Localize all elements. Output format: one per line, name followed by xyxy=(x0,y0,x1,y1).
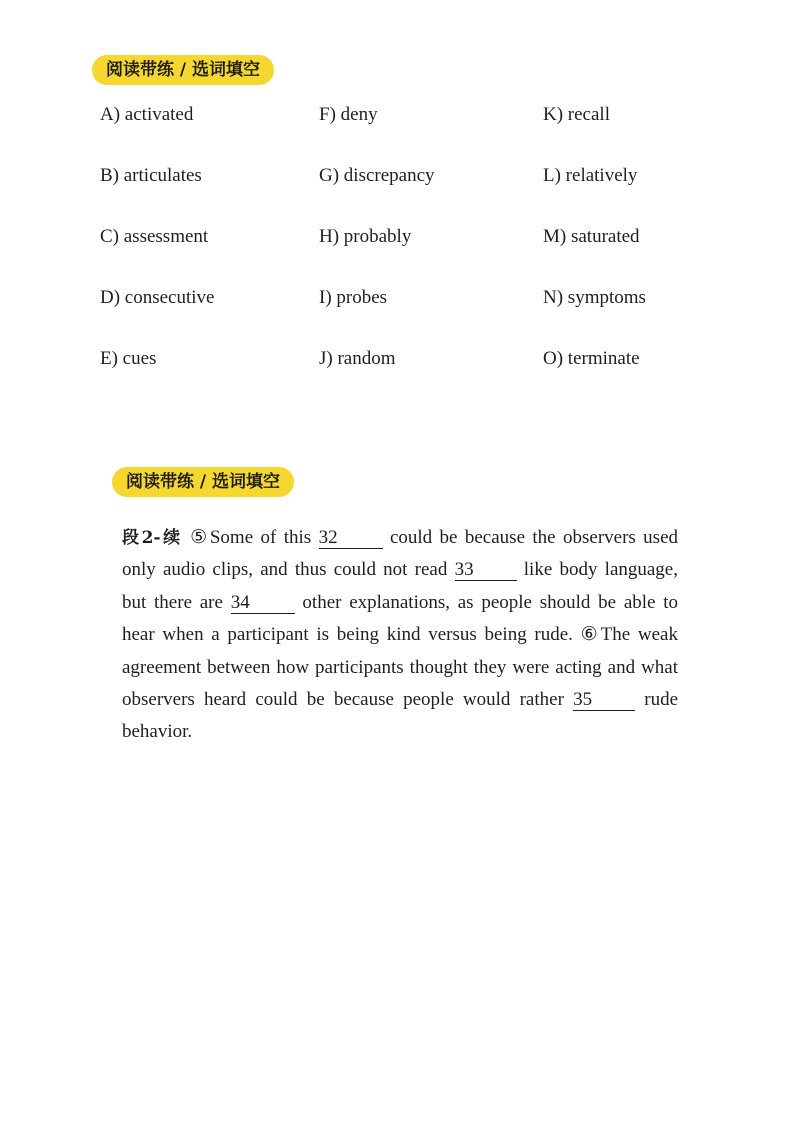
passage-text: like body language, but there are xyxy=(122,559,678,613)
word-option-b: B) articulates xyxy=(100,165,202,186)
answer-blank-35: 35 xyxy=(573,690,635,711)
word-bank-row xyxy=(100,344,720,405)
paragraph-label: 段2-续 xyxy=(122,528,183,548)
answer-blank-34: 34 xyxy=(231,593,295,614)
word-option-f: F) deny xyxy=(319,104,378,125)
reading-passage xyxy=(122,522,678,749)
word-bank-row xyxy=(100,161,720,222)
word-option-e: E) cues xyxy=(100,348,157,369)
word-option-d: D) consecutive xyxy=(100,287,215,308)
passage-text: rude behavior. xyxy=(122,689,679,743)
word-bank-row xyxy=(100,222,720,283)
word-option-l: L) relatively xyxy=(543,165,638,186)
word-option-c: C) assessment xyxy=(100,226,209,247)
answer-blank-33: 33 xyxy=(455,560,517,581)
answer-blank-32: 32 xyxy=(319,528,383,549)
word-bank xyxy=(100,100,720,405)
word-bank-row xyxy=(100,100,720,161)
word-option-i: I) probes xyxy=(319,287,388,308)
section-tag-word-bank: 阅读带练 / 选词填空 xyxy=(92,55,274,85)
passage-text: ⑤Some of this xyxy=(182,527,319,548)
section-tag-passage: 阅读带练 / 选词填空 xyxy=(112,467,294,497)
word-option-j: J) random xyxy=(319,348,396,369)
word-bank-row xyxy=(100,283,720,344)
word-option-o: O) terminate xyxy=(543,348,640,369)
passage-text: other explanations, as people should be able to hear when a participant is being kind versus being rude. ⑥The weak agreement between how participants thought they were acting and what observers heard could be because people would rather xyxy=(122,591,678,711)
word-option-g: G) discrepancy xyxy=(319,165,435,186)
word-option-h: H) probably xyxy=(319,226,412,247)
word-option-k: K) recall xyxy=(543,104,610,125)
passage-text: could be because the observers used only audio clips, and thus could not read xyxy=(122,527,679,581)
word-option-m: M) saturated xyxy=(543,226,640,247)
word-option-n: N) symptoms xyxy=(543,287,646,308)
word-option-a: A) activated xyxy=(100,104,194,125)
